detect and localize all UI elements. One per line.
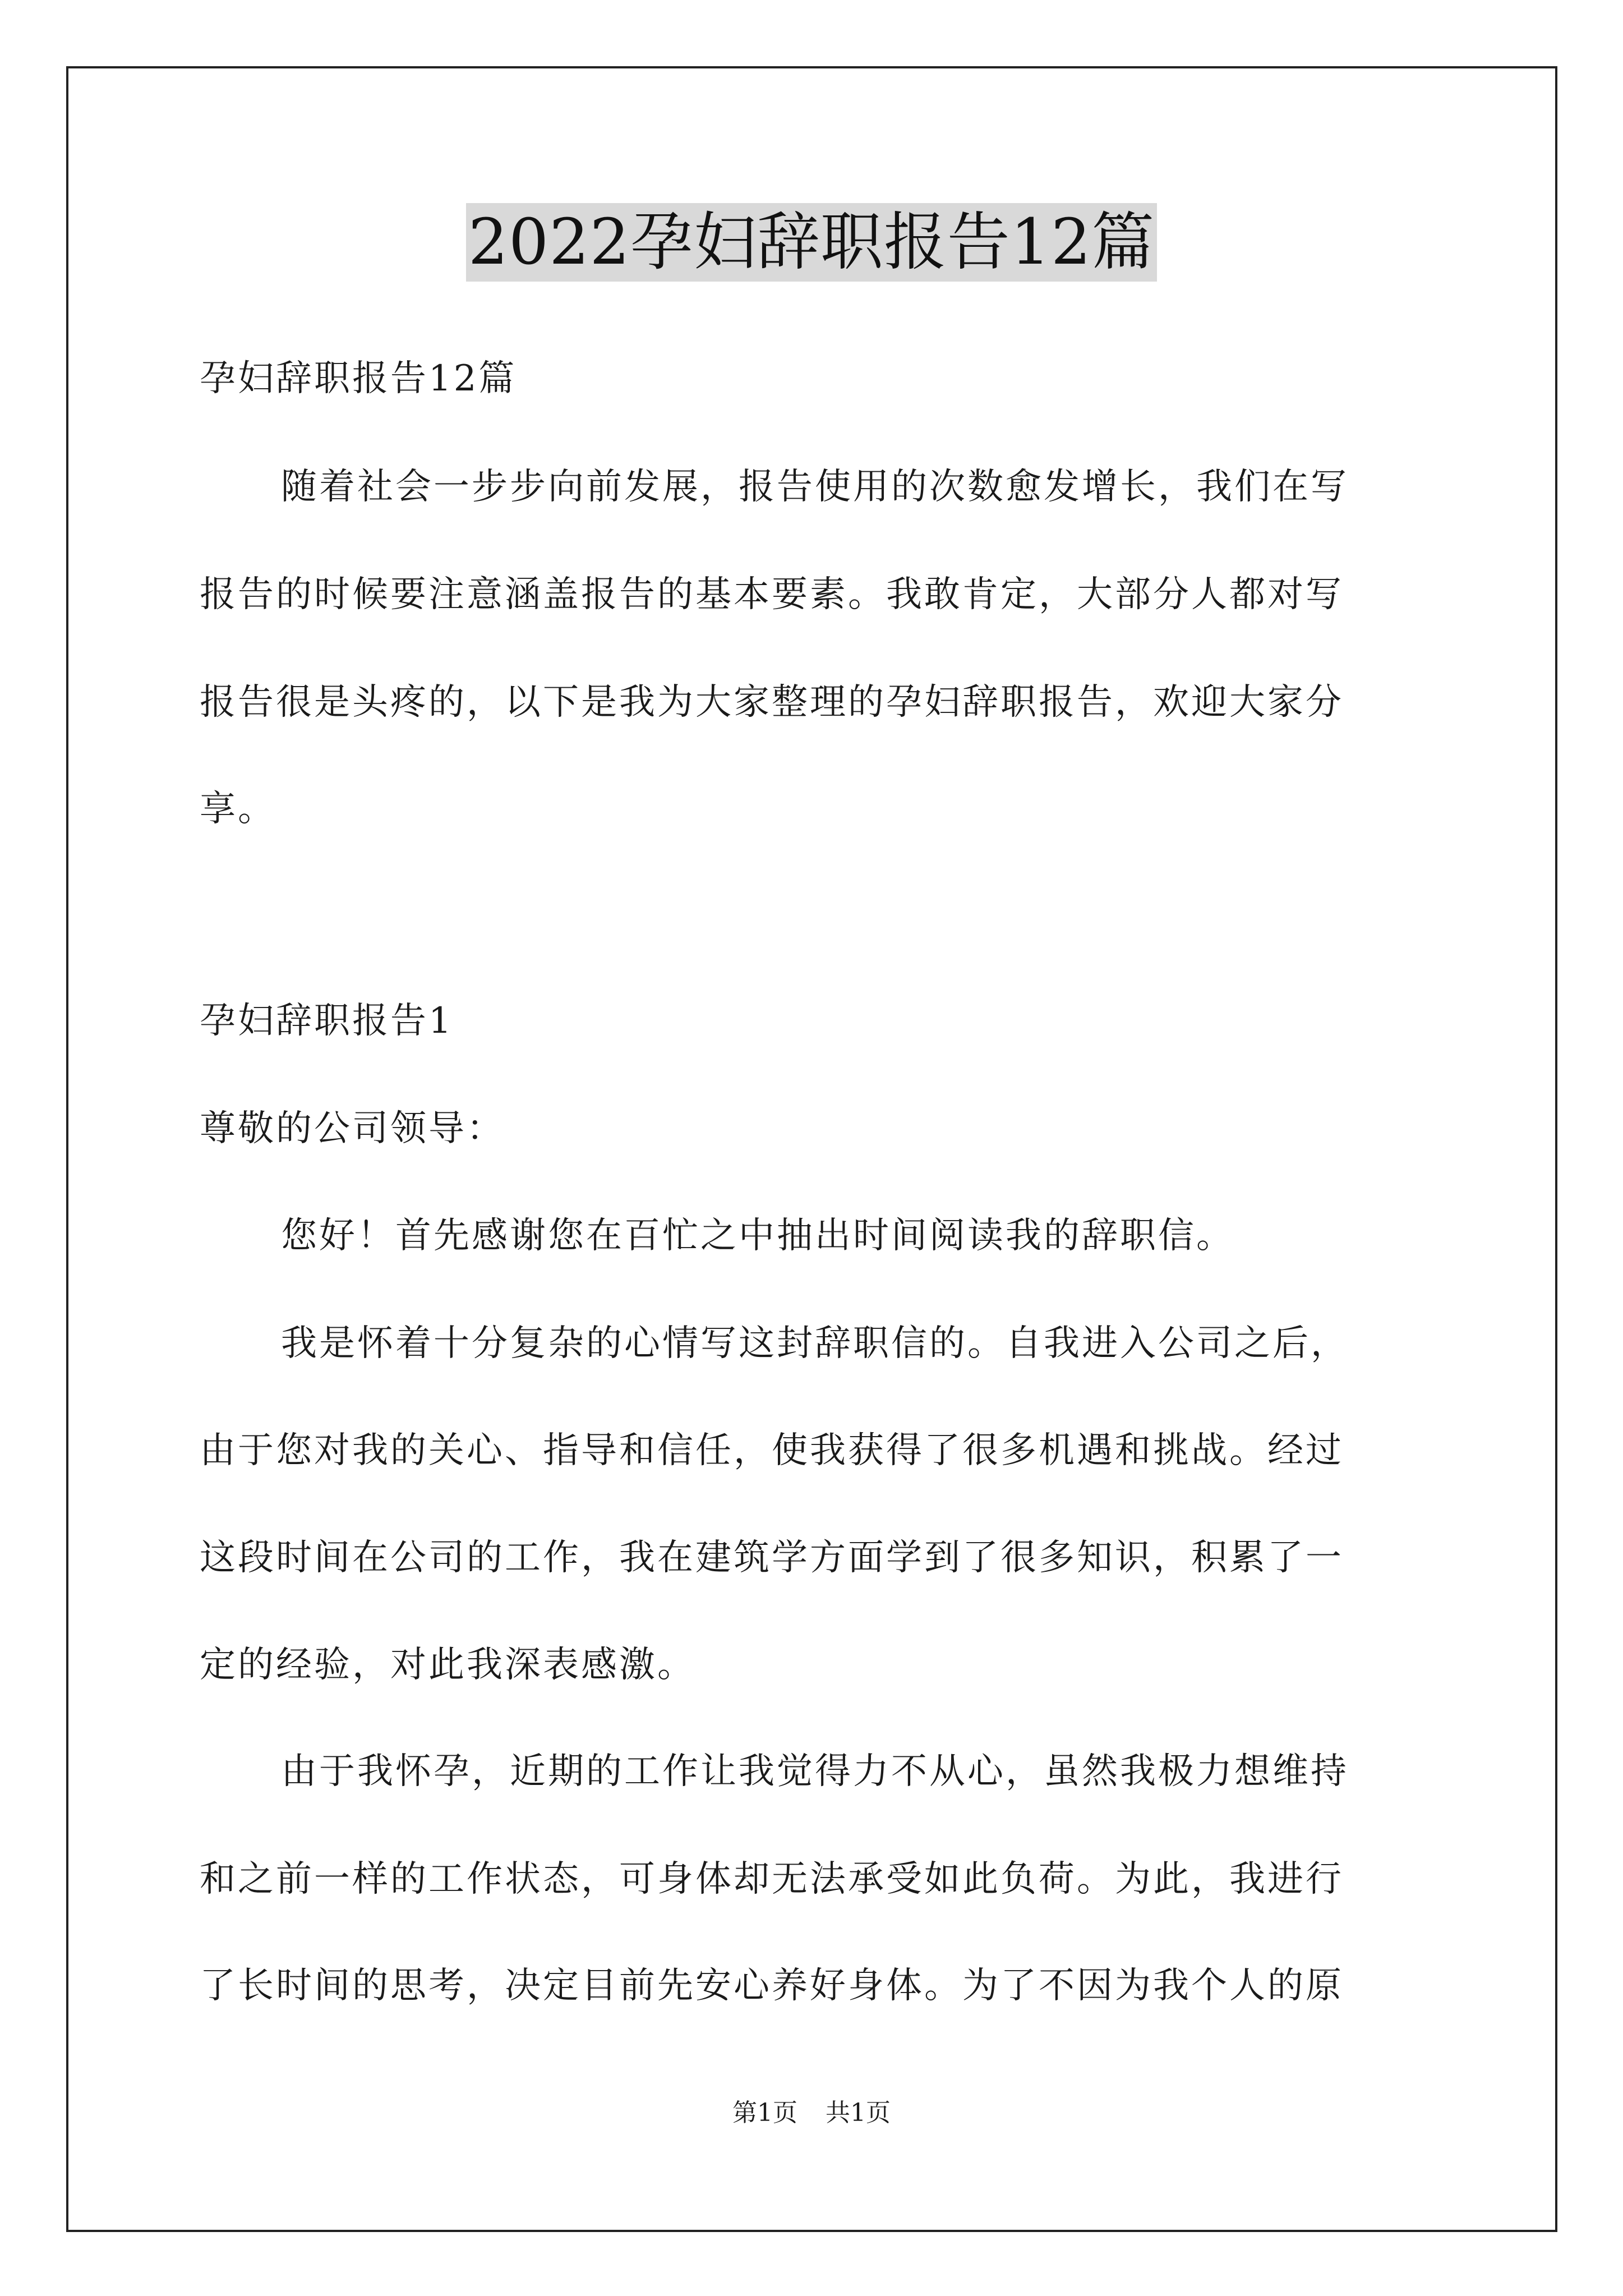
intro-line-3: 报告很是头疼的，以下是我为大家整理的孕妇辞职报告，欢迎大家分 xyxy=(200,682,1344,723)
document-title: 2022孕妇辞职报告12篇 xyxy=(466,203,1158,282)
salutation: 尊敬的公司领导： xyxy=(200,1108,505,1149)
document-subtitle: 孕妇辞职报告12篇 xyxy=(200,358,517,399)
paragraph-2-line-4: 定的经验，对此我深表感激。 xyxy=(200,1644,695,1686)
page-total: 共1页 xyxy=(826,2099,891,2127)
paragraph-2-line-2: 由于您对我的关心、指导和信任，使我获得了很多机遇和挑战。经过 xyxy=(200,1430,1344,1471)
paragraph-2-line-3: 这段时间在公司的工作，我在建筑学方面学到了很多知识，积累了一 xyxy=(200,1537,1344,1579)
page-number: 第1页 xyxy=(732,2099,797,2127)
paragraph-3-line-2: 和之前一样的工作状态，可身体却无法承受如此负荷。为此，我进行 xyxy=(200,1858,1344,1900)
paragraph-3-line-3: 了长时间的思考，决定目前先安心养好身体。为了不因为我个人的原 xyxy=(200,1965,1344,2007)
paragraph-1: 您好！首先感谢您在百忙之中抽出时间阅读我的辞职信。 xyxy=(281,1215,1234,1257)
section-heading: 孕妇辞职报告1 xyxy=(200,1000,454,1042)
page-footer xyxy=(0,2092,1623,2128)
intro-line-2: 报告的时候要注意涵盖报告的基本要素。我敢肯定，大部分人都对写 xyxy=(200,574,1344,615)
paragraph-3-line-1: 由于我怀孕，近期的工作让我觉得力不从心，虽然我极力想维持 xyxy=(281,1751,1349,1792)
intro-line-1: 随着社会一步步向前发展，报告使用的次数愈发增长，我们在写 xyxy=(281,466,1349,508)
paragraph-2-line-1: 我是怀着十分复杂的心情写这封辞职信的。自我进入公司之后， xyxy=(281,1323,1349,1364)
intro-line-4: 享。 xyxy=(200,788,276,830)
title-container xyxy=(0,203,1623,282)
